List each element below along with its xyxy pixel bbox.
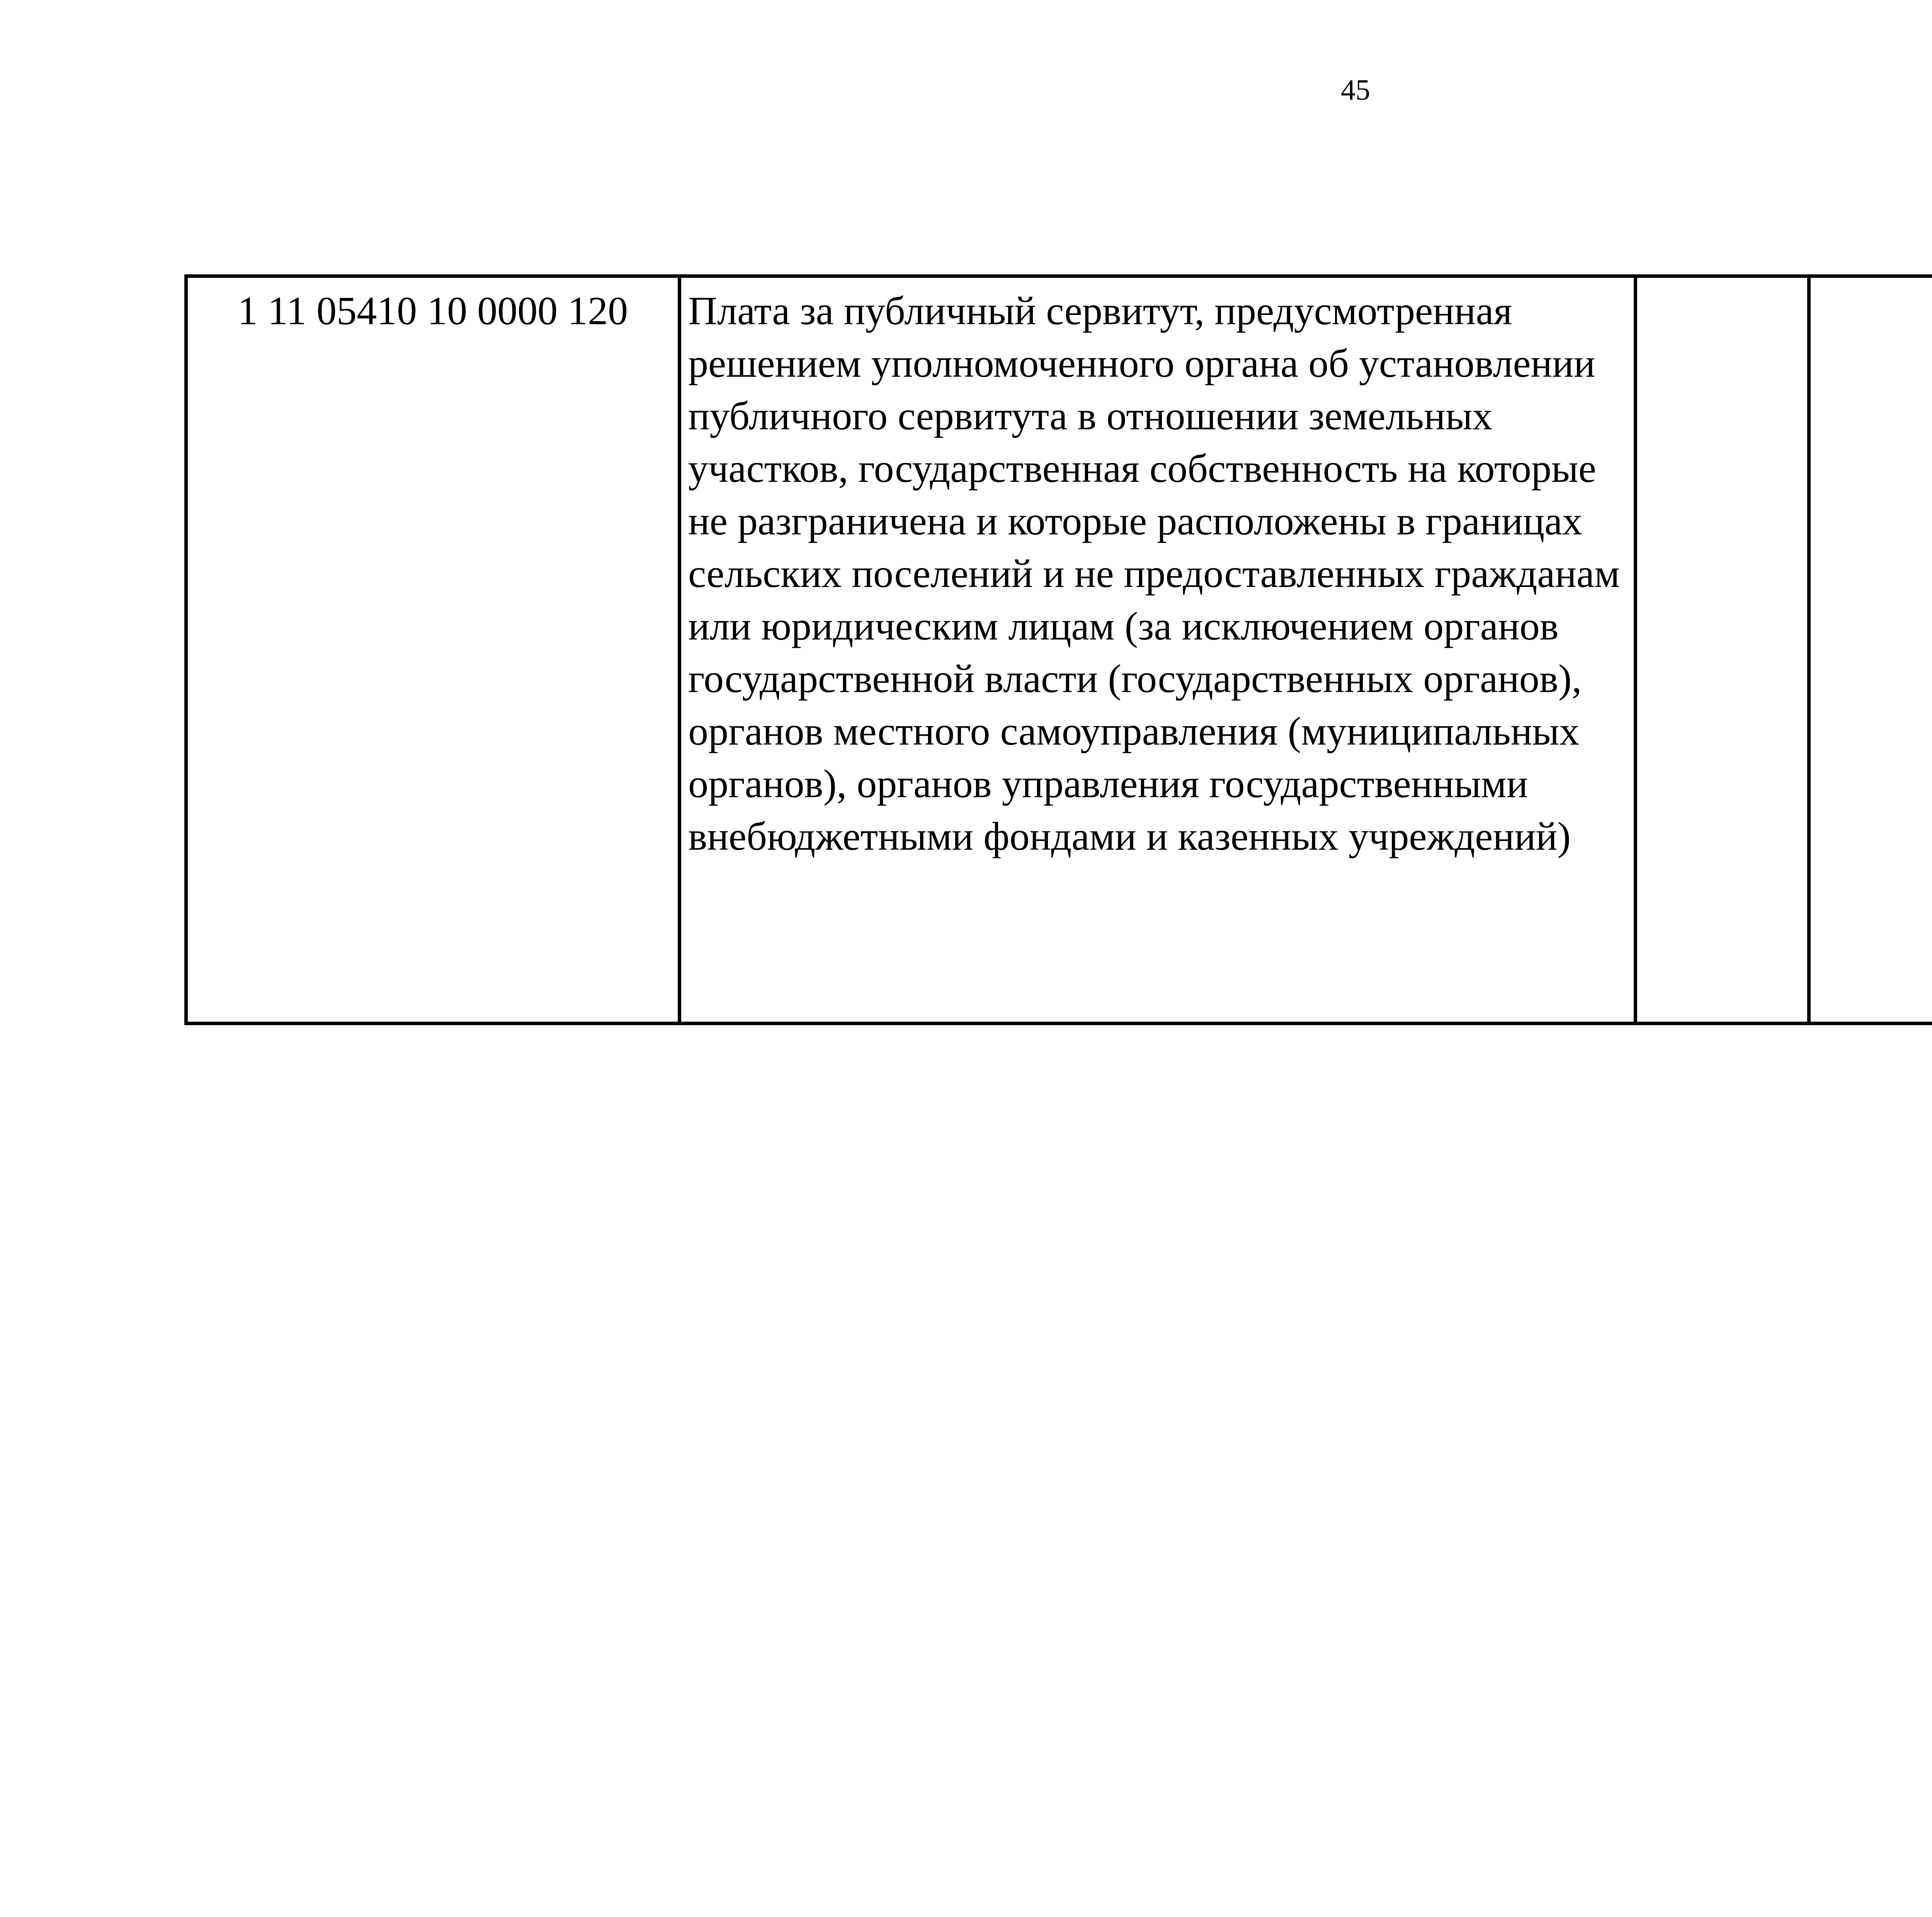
table-row [186, 276, 1932, 1024]
page-number: 45 [1341, 74, 1370, 106]
revenue-code-cell: 1 11 05410 10 0000 120 [186, 276, 680, 1024]
description-cell: Плата за публичный сервитут, предусмотренная решением уполномоченного органа об установлении публичного сервитута в отношении земельных участков, государственная собственность на которые не разграничена и которые расположены в границах сельских поселений и не предоставленных гражданам или юридическим лицам (за исключением органов государственной власти (государственных органов), органов местного самоуправления (муниципальных органов), органов управления государственными внебюджетными фондами и казенных учреждений) [680, 276, 1636, 1024]
value-cell-3 [1636, 276, 1809, 1024]
value-cell-4 [1809, 276, 1932, 1024]
revenue-table [184, 274, 1932, 1025]
